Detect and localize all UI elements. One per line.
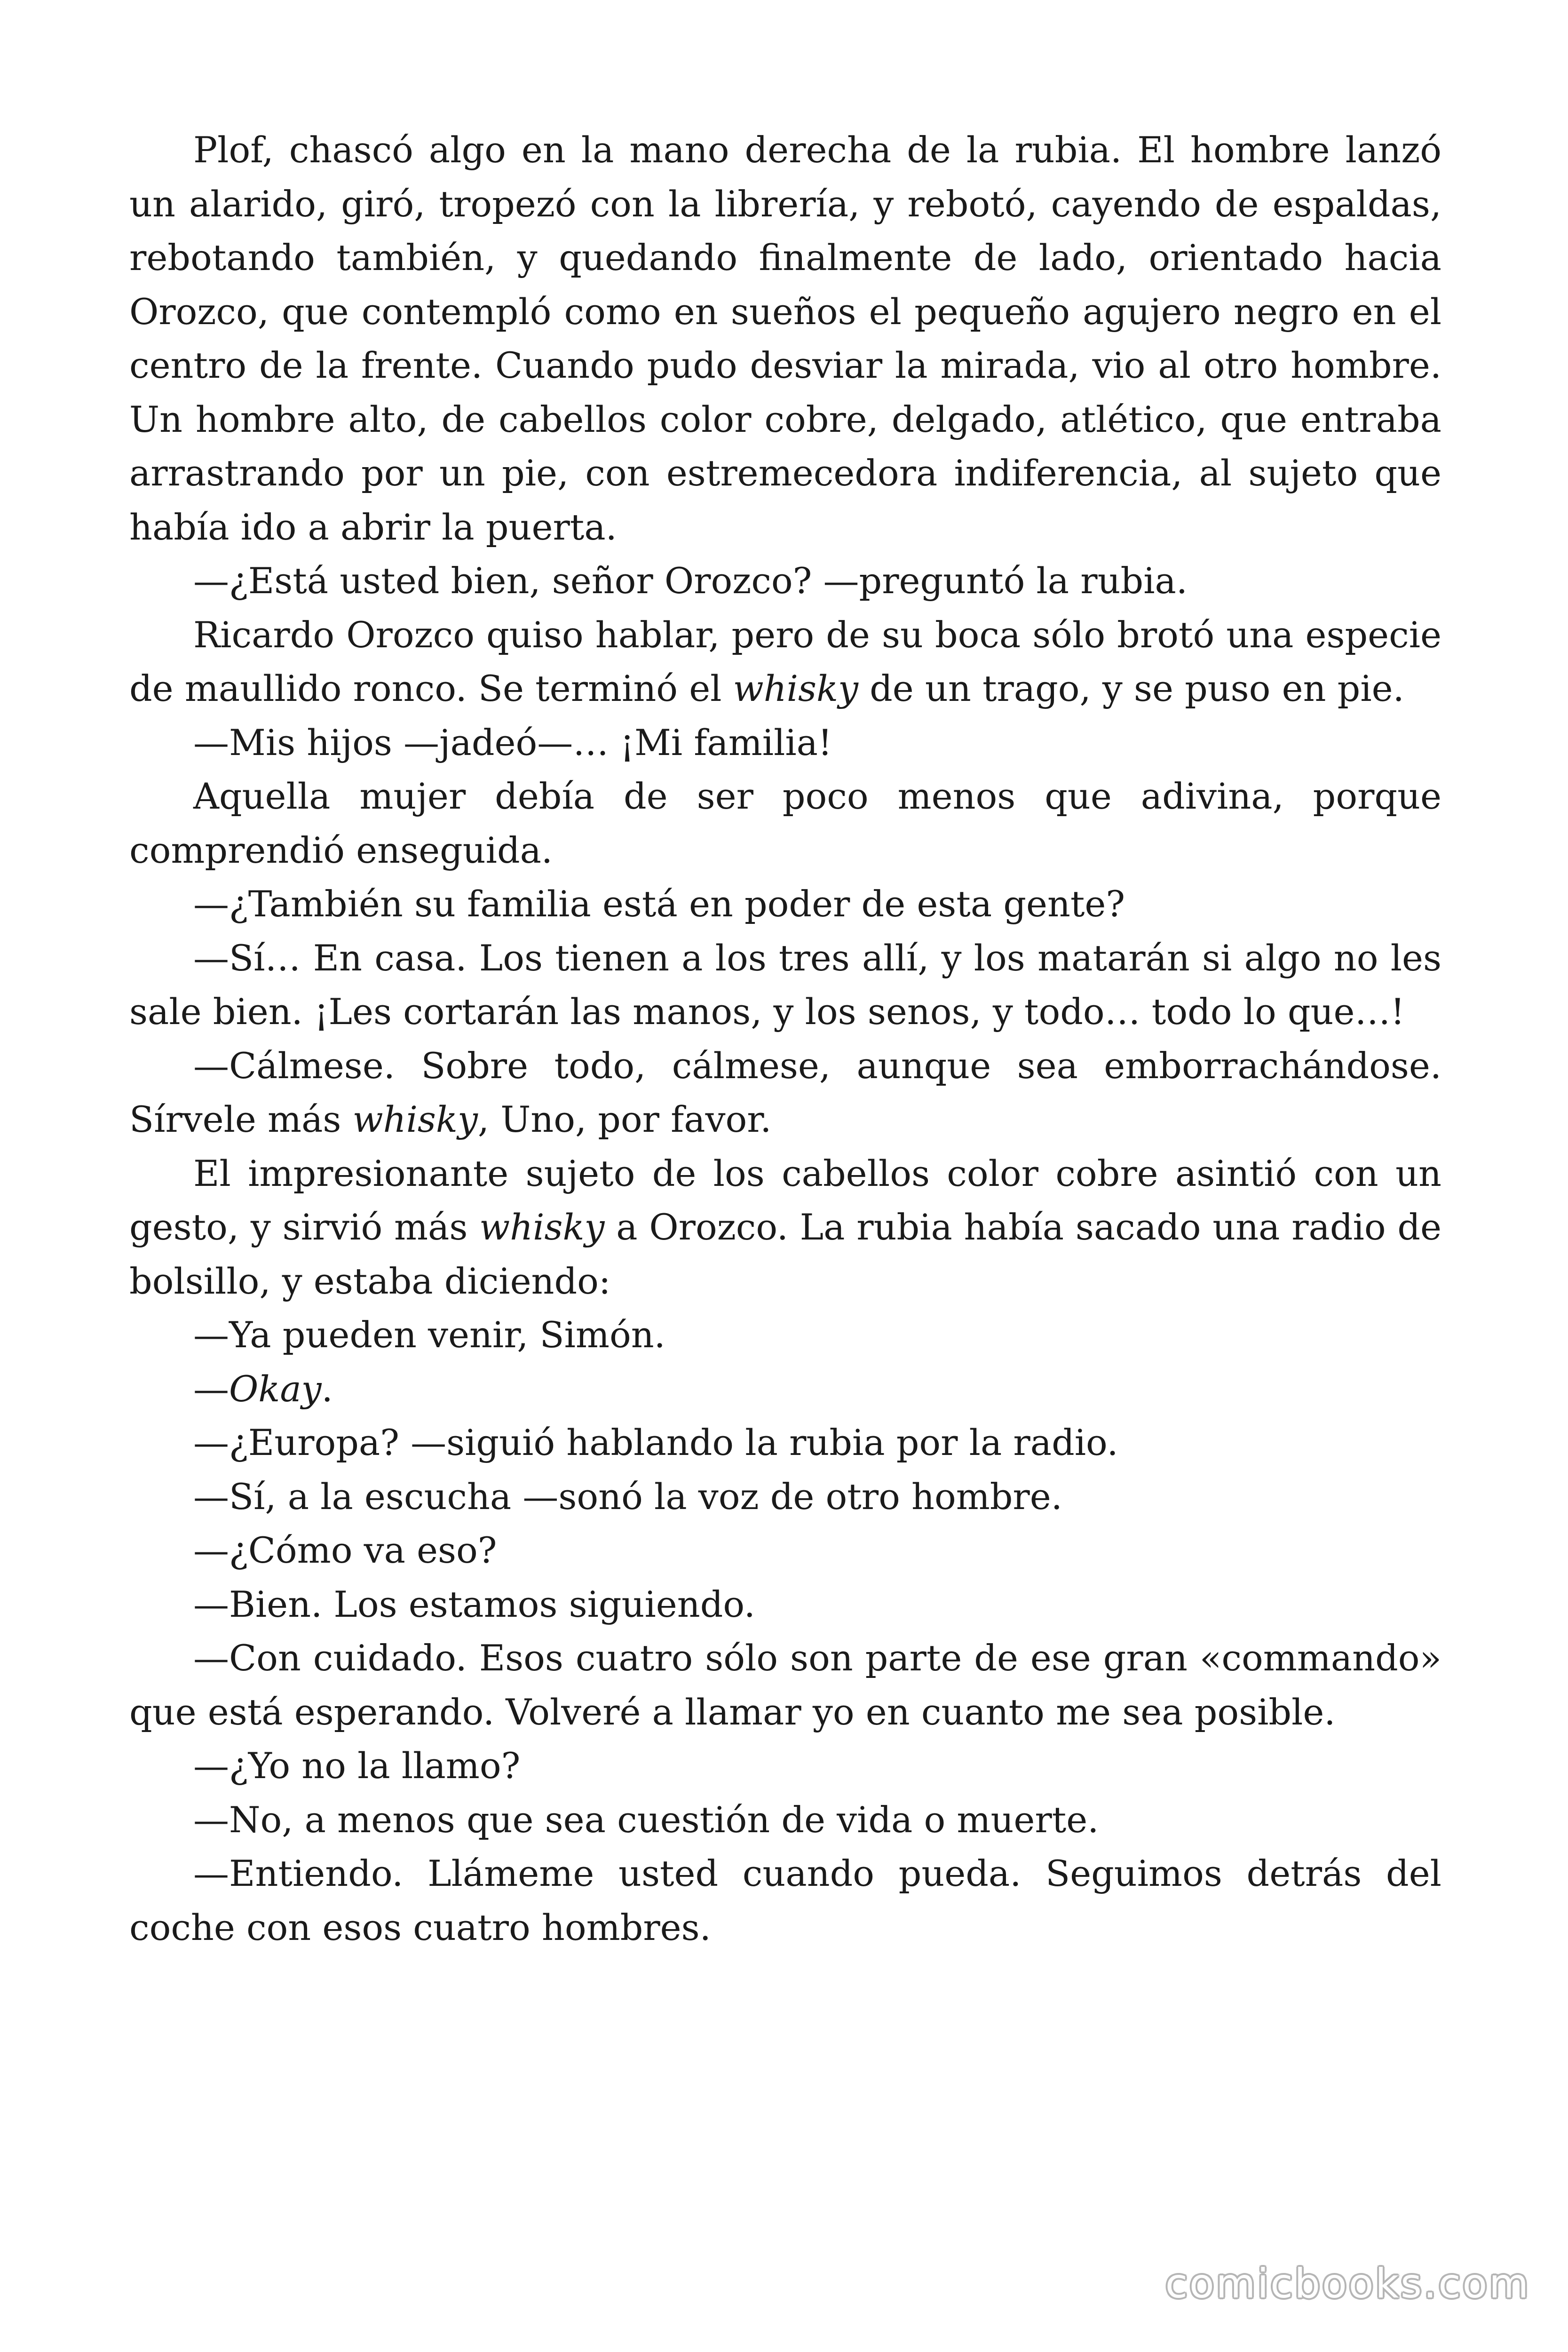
italic-text: whisky — [352, 1098, 478, 1140]
italic-text: whisky — [733, 667, 858, 709]
text-run: El impresionante sujeto de los cabellos color cobre asintió con un gesto, y sirvió más — [129, 1152, 1441, 1248]
text-run: —Bien. Los estamos siguiendo. — [193, 1583, 755, 1625]
paragraph — [129, 931, 1441, 1039]
paragraph — [129, 1416, 1441, 1470]
paragraph — [129, 1039, 1441, 1147]
text-run: —Con cuidado. Esos cuatro sólo son parte de ese gran «commando» que está esperando. Volveré a llamar yo en cuanto me sea posible. — [129, 1637, 1441, 1733]
watermark: comicbooks.com — [1165, 2260, 1530, 2307]
paragraph — [129, 1578, 1441, 1632]
text-run: —Sí… En casa. Los tienen a los tres allí, y los matarán si algo no les sale bien. ¡Les cortarán las manos, y los senos, y todo… todo lo que…! — [129, 937, 1441, 1033]
paragraph — [129, 716, 1441, 770]
text-run: a Orozco. La rubia había sacado una radio de bolsillo, y estaba diciendo: — [129, 1206, 1441, 1302]
text-run: . — [321, 1367, 333, 1410]
text-run: —Mis hijos —jadeó—… ¡Mi familia! — [193, 721, 832, 763]
text-run: — — [193, 1367, 229, 1410]
text-run: de un trago, y se puso en pie. — [858, 667, 1404, 709]
paragraph — [129, 1470, 1441, 1524]
italic-text: whisky — [479, 1206, 605, 1248]
text-run: —No, a menos que sea cuestión de vida o muerte. — [193, 1798, 1099, 1841]
text-run: —¿Europa? —siguió hablando la rubia por la radio. — [193, 1422, 1118, 1463]
page-body — [129, 123, 1441, 2193]
text-run: —¿Está usted bien, señor Orozco? —preguntó la rubia. — [193, 560, 1188, 602]
text-run: Aquella mujer debía de ser poco menos que adivina, porque comprendió enseguida. — [129, 775, 1441, 871]
paragraph — [129, 877, 1441, 931]
text-run: , Uno, por favor. — [477, 1098, 772, 1140]
paragraph — [129, 608, 1441, 716]
text-run: —Entiendo. Llámeme usted cuando pueda. Seguimos detrás del coche con esos cuatro hombres. — [129, 1852, 1441, 1948]
paragraph — [129, 554, 1441, 608]
paragraph — [129, 1524, 1441, 1578]
paragraph — [129, 1308, 1441, 1362]
text-run: —¿También su familia está en poder de esta gente? — [193, 883, 1125, 925]
text-run: —Cálmese. Sobre todo, cálmese, aunque sea emborrachándose. Sírvele más — [129, 1044, 1441, 1140]
paragraph — [129, 1739, 1441, 1793]
paragraph — [129, 1147, 1441, 1309]
paragraph — [129, 1631, 1441, 1739]
paragraph — [129, 770, 1441, 877]
text-run: —Sí, a la escucha —sonó la voz de otro hombre. — [193, 1475, 1062, 1518]
text-run: Plof, chascó algo en la mano derecha de la rubia. El hombre lanzó un alarido, giró, tropezó con la librería, y rebotó, cayendo de espaldas, rebotando también, y quedando finalmente de lado, orientado hacia Orozco, que contempló como en sueños el pequeño agujero negro en el centro de la frente. Cuando pudo desviar la mirada, vio al otro hombre. Un hombre alto, de cabellos color cobre, delgado, atlético, que entraba arrastrando por un pie, con estremecedora indiferencia, al sujeto que había ido a abrir la puerta. — [129, 129, 1441, 548]
paragraph — [129, 1793, 1441, 1847]
italic-text: Okay — [229, 1367, 322, 1410]
paragraph — [129, 1362, 1441, 1416]
paragraph — [129, 1847, 1441, 1955]
text-run: Ricardo Orozco quiso hablar, pero de su boca sólo brotó una especie de maullido ronco. Se terminó el — [129, 613, 1441, 709]
paragraph — [129, 123, 1441, 554]
text-run: —Ya pueden venir, Simón. — [193, 1314, 665, 1356]
text-run: —¿Yo no la llamo? — [193, 1745, 521, 1787]
text-run: —¿Cómo va eso? — [193, 1529, 497, 1571]
